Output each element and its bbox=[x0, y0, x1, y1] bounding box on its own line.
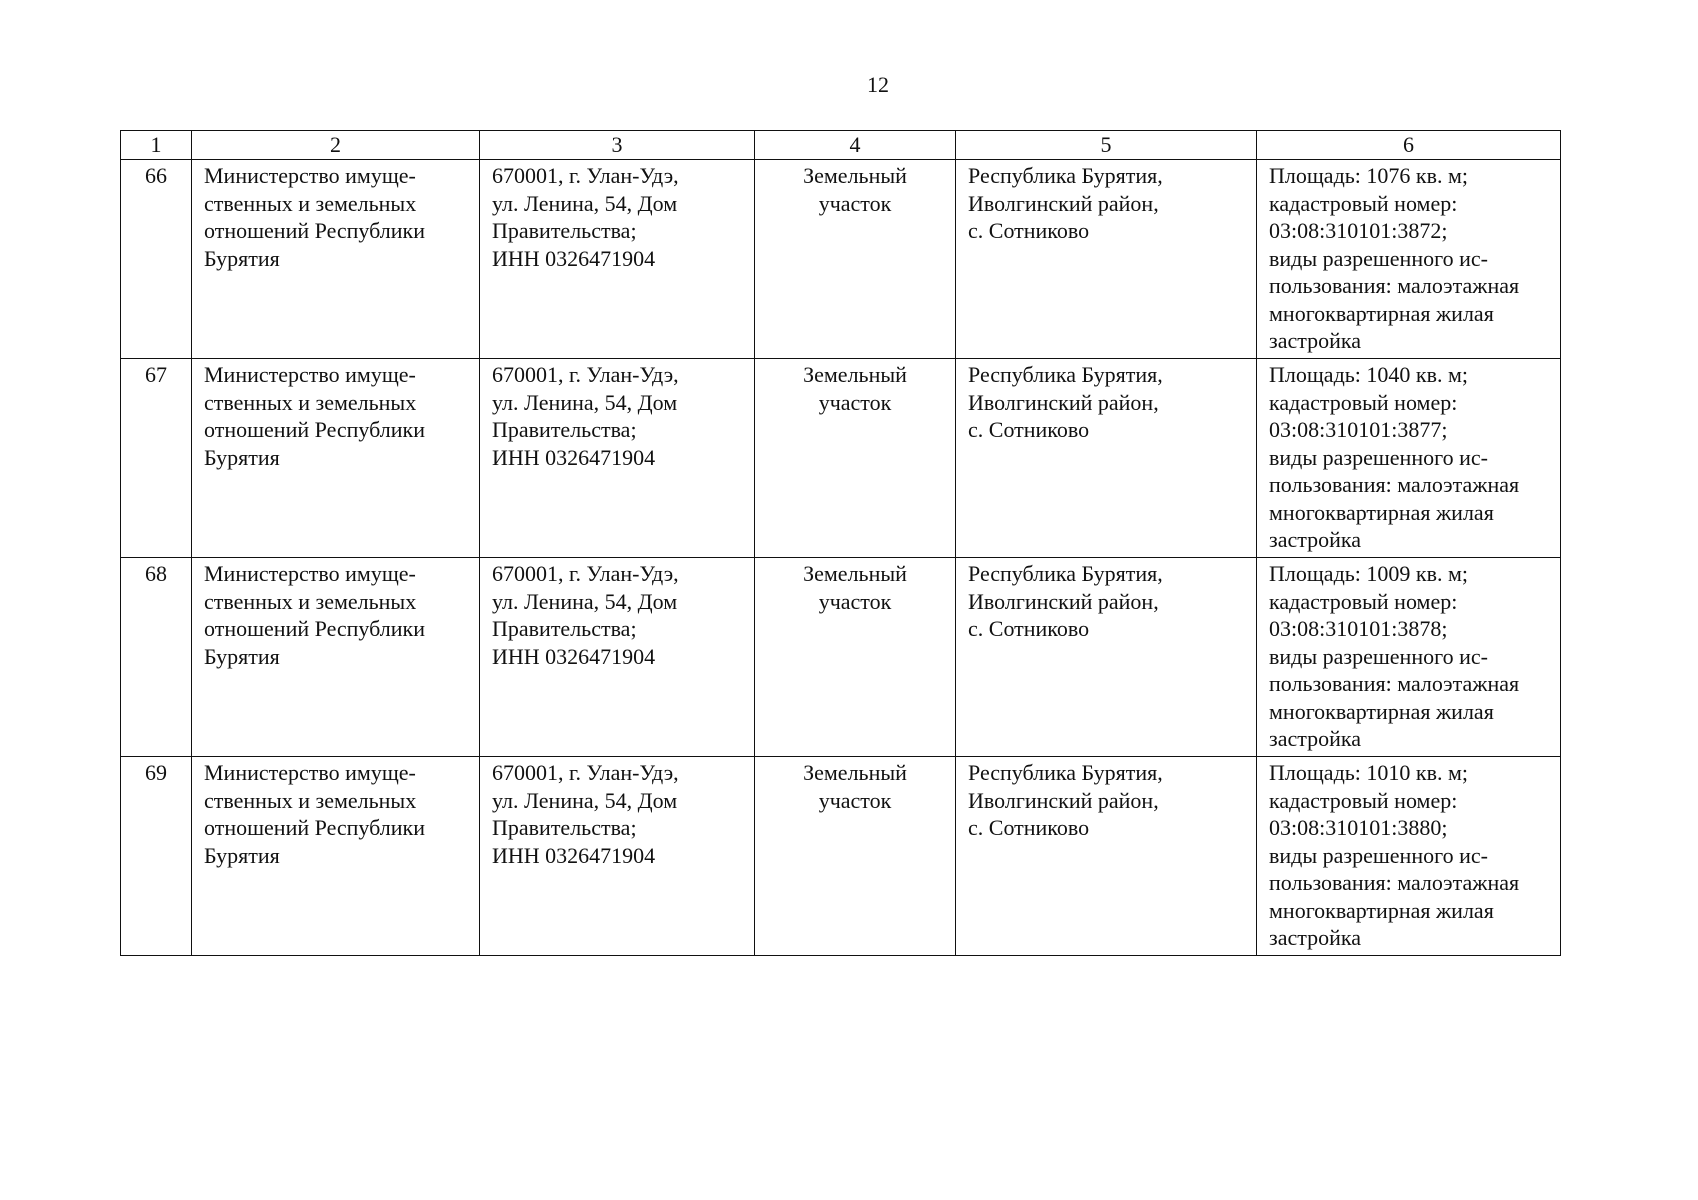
column-header-5: 5 bbox=[956, 131, 1257, 160]
column-header-4: 4 bbox=[755, 131, 956, 160]
table-row bbox=[121, 757, 1561, 956]
table-row bbox=[121, 160, 1561, 359]
location-cell: Республика Бурятия, Иволгинский район, с. Сотниково bbox=[956, 757, 1257, 956]
table-row bbox=[121, 359, 1561, 558]
owner-cell: Министерство имуще- ственных и земельных отношений Республики Бурятия bbox=[192, 757, 480, 956]
column-header-3: 3 bbox=[480, 131, 755, 160]
details-cell: Площадь: 1009 кв. м; кадастровый номер: 03:08:310101:3878; виды разрешенного ис- пользования: малоэтажная многоквартирная жилая застройка bbox=[1257, 558, 1561, 757]
owner-cell: Министерство имуще- ственных и земельных отношений Республики Бурятия bbox=[192, 160, 480, 359]
address-cell: 670001, г. Улан-Удэ, ул. Ленина, 54, Дом Правительства; ИНН 0326471904 bbox=[480, 558, 755, 757]
column-header-6: 6 bbox=[1257, 131, 1561, 160]
column-header-2: 2 bbox=[192, 131, 480, 160]
row-number: 66 bbox=[121, 160, 192, 359]
address-cell: 670001, г. Улан-Удэ, ул. Ленина, 54, Дом Правительства; ИНН 0326471904 bbox=[480, 359, 755, 558]
row-number: 69 bbox=[121, 757, 192, 956]
row-number: 68 bbox=[121, 558, 192, 757]
table-header-row bbox=[121, 131, 1561, 160]
details-cell: Площадь: 1076 кв. м; кадастровый номер: 03:08:310101:3872; виды разрешенного ис- пользования: малоэтажная многоквартирная жилая застройка bbox=[1257, 160, 1561, 359]
location-cell: Республика Бурятия, Иволгинский район, с. Сотниково bbox=[956, 558, 1257, 757]
details-cell: Площадь: 1040 кв. м; кадастровый номер: 03:08:310101:3877; виды разрешенного ис- пользования: малоэтажная многоквартирная жилая застройка bbox=[1257, 359, 1561, 558]
owner-cell: Министерство имуще- ственных и земельных отношений Республики Бурятия bbox=[192, 558, 480, 757]
owner-cell: Министерство имуще- ственных и земельных отношений Республики Бурятия bbox=[192, 359, 480, 558]
table-row bbox=[121, 558, 1561, 757]
object-type-cell: Земельный участок bbox=[755, 558, 956, 757]
address-cell: 670001, г. Улан-Удэ, ул. Ленина, 54, Дом Правительства; ИНН 0326471904 bbox=[480, 757, 755, 956]
details-cell: Площадь: 1010 кв. м; кадастровый номер: 03:08:310101:3880; виды разрешенного ис- пользования: малоэтажная многоквартирная жилая застройка bbox=[1257, 757, 1561, 956]
object-type-cell: Земельный участок bbox=[755, 359, 956, 558]
row-number: 67 bbox=[121, 359, 192, 558]
object-type-cell: Земельный участок bbox=[755, 160, 956, 359]
address-cell: 670001, г. Улан-Удэ, ул. Ленина, 54, Дом Правительства; ИНН 0326471904 bbox=[480, 160, 755, 359]
page-number: 12 bbox=[867, 72, 889, 97]
object-type-cell: Земельный участок bbox=[755, 757, 956, 956]
registry-table bbox=[120, 130, 1561, 956]
location-cell: Республика Бурятия, Иволгинский район, с. Сотниково bbox=[956, 160, 1257, 359]
location-cell: Республика Бурятия, Иволгинский район, с. Сотниково bbox=[956, 359, 1257, 558]
column-header-1: 1 bbox=[121, 131, 192, 160]
